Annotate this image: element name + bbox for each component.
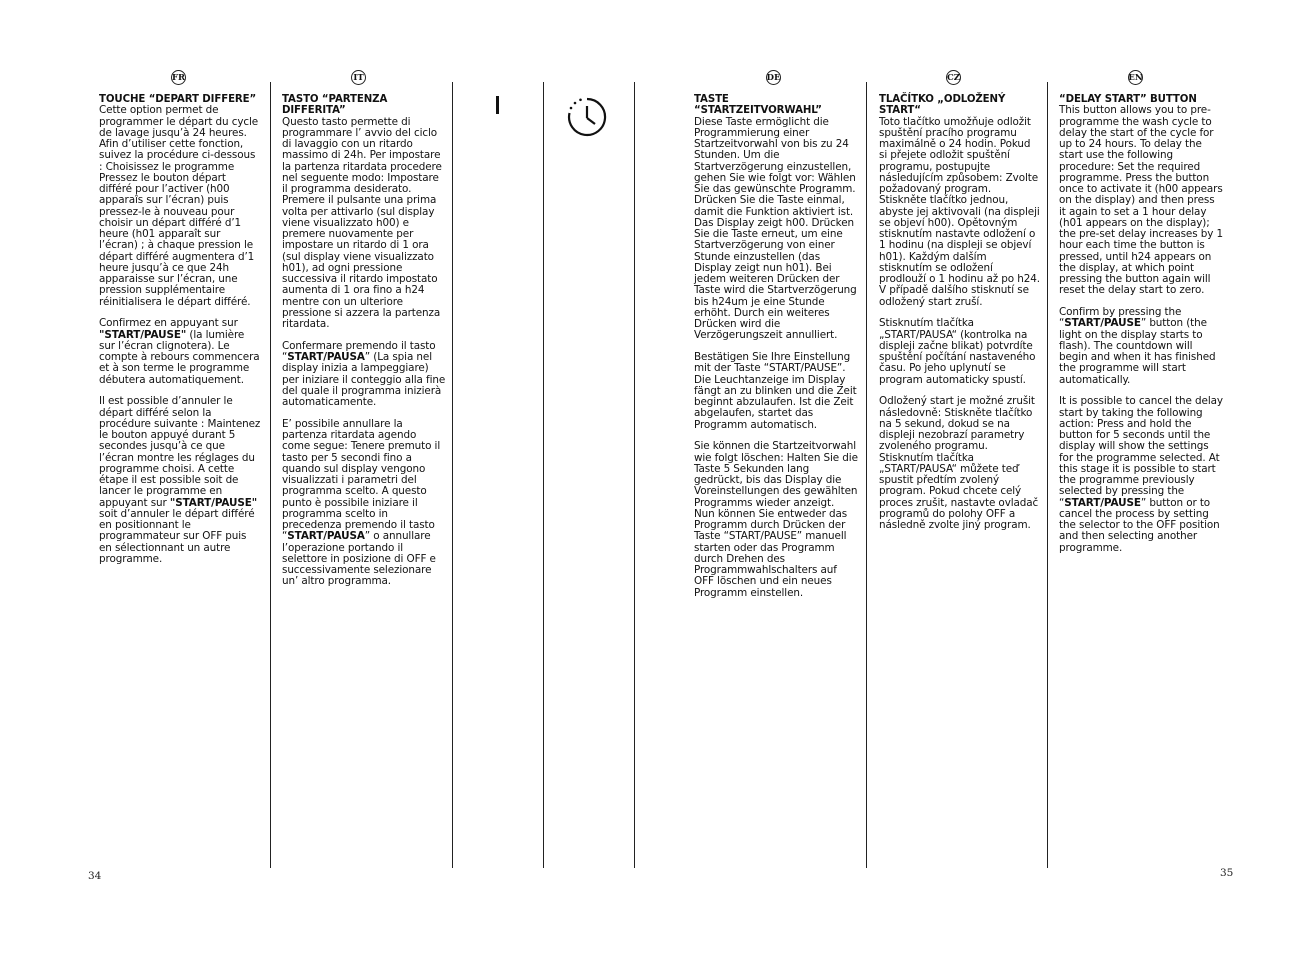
paragraph-en-2: Confirm by pressing the “START/PAUSE” button (the light on the display starts to flash). The countdown will begin and when it has finished the programme will start automatically. xyxy=(1059,306,1216,386)
paragraph-de-1: Diese Taste ermöglicht die Programmierung einer Startzeitvorwahl von bis zu 24 Stunden. Um die Startverzögerung einzustellen, gehen Sie wie folgt vor: Wählen Sie das gewünschte Programm. Drücken Sie die Taste einmal, damit die Funktion aktiviert ist. Das Display zeigt h00. Drücken Sie die Taste erneut, um eine Startverzögerung von einer Stunde einzustellen (das Display zeigt nun h01). Bei jedem weiteren Drücken der Taste wird die Startverzögerung bis h24um je eine Stunde erhöht. Durch ein weiteres Drücken wird die Verzögerungszeit annulliert. xyxy=(694,115,857,342)
section-marker xyxy=(496,96,499,114)
column-fr xyxy=(99,94,261,576)
paragraph-it-2: Confermare premendo il tasto “START/PAUSA” (La spia nel display inizia a lampeggiare) per iniziare il conteggio alla fine del quale il programma inizierà automaticamente. xyxy=(282,339,446,408)
column-rule xyxy=(1047,82,1048,868)
heading-cz: TLAČÍTKO „ODLOŽENÝ START“ xyxy=(879,94,1006,117)
language-badge-fr: FR xyxy=(171,70,186,85)
paragraph-de-3: Sie können die Startzeitvorwahl wie folgt löschen: Halten Sie die Taste 5 Sekunden lang gedrückt, bis das Display die Voreinstellungen des gewählten Programms wieder anzeigt. Nun können Sie entweder das Programm durch Drücken der Taste “START/PAUSE” manuell starten oder das Programm durch Drehen des Programmwahlschalters auf OFF löschen und ein neues Programm einstellen. xyxy=(694,440,858,599)
paragraph-cz-2: Stisknutím tlačítka „START/PAUSA“ (kontrolka na displeji začne blikat) potvrdíte spuštění počítání nastaveného času. Po jeho uplynutí se program automaticky spustí. xyxy=(879,317,1036,386)
column-en xyxy=(1059,94,1223,564)
heading-it: TASTO “PARTENZA DIFFERITA” xyxy=(282,94,388,117)
paragraph-cz-3: Odložený start je možné zrušit následovně: Stiskněte tlačítko na 5 sekund, dokud se na displeji nezobrazí parametry zvoleného programu. Stisknutím tlačítka „START/PAUSA“ můžete teď spustit předtím zvolený program. Pokud chcete celý proces zrušit, nastavte ovladač programů do polohy OFF a následně zvolte jiný program. xyxy=(879,395,1039,531)
column-it xyxy=(282,94,447,598)
column-cz xyxy=(879,94,1041,542)
language-badge-en: EN xyxy=(1128,70,1143,85)
page-number-right: 35 xyxy=(1220,867,1234,879)
heading-de: TASTE “STARTZEITVORWAHL” xyxy=(694,94,822,117)
paragraph-it-1: Questo tasto permette di programmare l’ avvio del ciclo di lavaggio con un ritardo massimo di 24h. Per impostare la partenza ritardata procedere nel seguente modo: Impostare il programma desiderato. Premere il pulsante una prima volta per attivarlo (sul display viene visualizzato h00) e premere nuovamente per impostare un ritardo di 1 ora (sul display viene visualizzato h01), ad ogni pressione successiva il ritardo impostato aumenta di 1 ora fino a h24 mentre con un ulteriore pressione si azzera la partenza ritardata. xyxy=(282,115,442,330)
paragraph-fr-3: Il est possible d’annuler le départ différé selon la procédure suivante : Maintenez le bouton appuyé durant 5 secondes jusqu’à ce que l’écran montre les réglages du programme choisi. A cette étape il est possible soit de lancer le programme en appuyant sur "START/PAUSE" soit d’annuler le départ différé en positionnant le programmateur sur OFF puis en sélectionnant un autre programme. xyxy=(99,395,261,565)
language-badge-de: DE xyxy=(766,70,781,85)
column-rule xyxy=(866,82,867,868)
column-rule xyxy=(452,82,453,868)
column-rule xyxy=(634,82,635,868)
paragraph-de-2: Bestätigen Sie Ihre Einstellung mit der Taste “START/PAUSE”. Die Leuchtanzeige im Display fängt an zu blinken und die Zeit beginnt abzulaufen. Ist die Zeit abgelaufen, startet das Programm automatisch. xyxy=(694,351,857,431)
paragraph-cz-1: Toto tlačítko umožňuje odložit spuštění pracího programu maximálně o 24 hodin. Pokud si přejete odložit spuštění programu, postupujte následujícím způsobem: Zvolte požadovaný program. Stiskněte tlačítko jednou, abyste jej aktivovali (na displeji se objeví h00). Opětovným stisknutím nastavte odložení o 1 hodinu (na displeji se objeví h01). Každým dalším stisknutím se odložení prodlouží o 1 hodinu až po h24. V případě dalšího stisknutí se odložený start zruší. xyxy=(879,115,1040,308)
paragraph-it-3: E’ possibile annullare la partenza ritardata agendo come segue: Tenere premuto il tasto per 5 secondi fino a quando sul display vengono visualizzati i parametri del programma scelto. A questo punto è possibile iniziare il programma scelto in precedenza premendo il tasto “START/PAUSA” o annullare l’operazione portando il selettore in posizione di OFF e successivamente selezionare un’ altro programma. xyxy=(282,417,441,588)
page-number-left: 34 xyxy=(88,870,102,882)
delay-start-clock-icon xyxy=(566,96,610,138)
column-rule xyxy=(270,82,271,868)
paragraph-fr-2: Confirmez en appuyant sur "START/PAUSE" (la lumière sur l’écran clignotera). Le compte à rebours commencera et à son terme le programme débutera automatiquement. xyxy=(99,317,260,386)
language-badge-cz: CZ xyxy=(946,70,961,85)
paragraph-en-1: This button allows you to pre-programme the wash cycle to delay the start of the cycle for up to 24 hours. To delay the start use the following procedure: Set the required programme. Press the button once to activate it (h00 appears on the display) and then press it again to set a 1 hour delay (h01 appears on the display); the pre-set delay increases by 1 hour each time the button is pressed, until h24 appears on the display, at which point pressing the button again will reset the delay start to zero. xyxy=(1059,104,1223,297)
column-rule xyxy=(543,82,544,868)
heading-fr: TOUCHE “DEPART DIFFERE” xyxy=(99,94,257,105)
language-badge-it: IT xyxy=(351,70,366,85)
paragraph-en-3: It is possible to cancel the delay start by taking the following action: Press and hold the button for 5 seconds until the display will show the settings for the programme selected. At this stage it is possible to start the programme previously selected by pressing the “START/PAUSE” button or to cancel the process by setting the selector to the OFF position and then selecting another programme. xyxy=(1059,395,1223,554)
paragraph-fr-1: Cette option permet de programmer le départ du cycle de lavage jusqu’à 24 heures. Afin d’utiliser cette fonction, suivez la procédure ci-dessous : Choisissez le programme Pressez le bouton départ différé pour l’activer (h00 apparaîs sur l’écran) puis pressez-le à nouveau pour choisir un départ différé d’1 heure (h01 apparaît sur l’écran) ; à chaque pression le départ différé augmentera d’1 heure jusqu’à ce que 24h apparaisse sur l’écran, une pression supplémentaire réinitialisera le départ différé. xyxy=(99,104,259,308)
column-de xyxy=(694,94,858,609)
heading-en: “DELAY START” BUTTON xyxy=(1059,94,1197,105)
